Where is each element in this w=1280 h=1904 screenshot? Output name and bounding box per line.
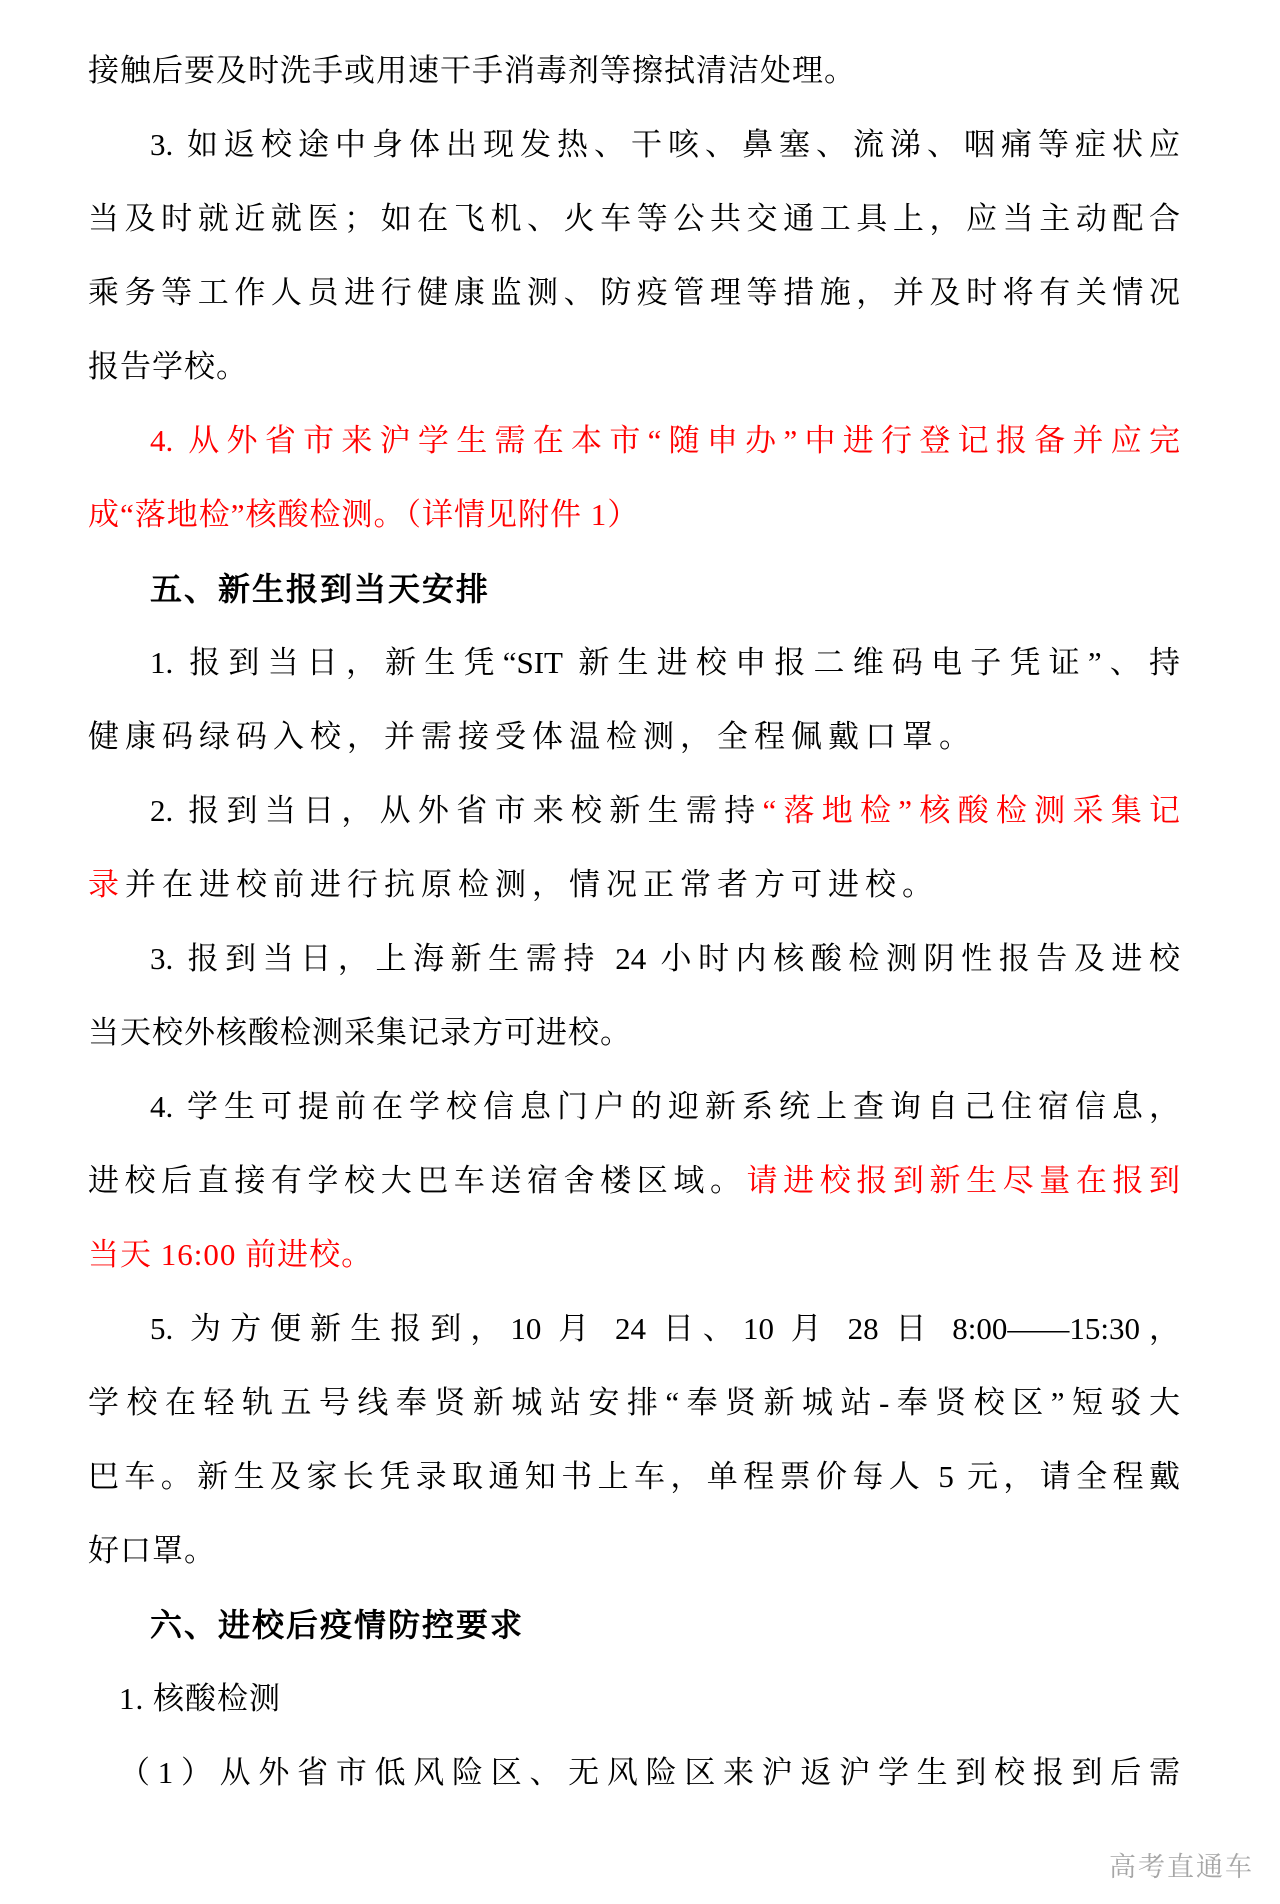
text-segment: 乘务等工作人员进行健康监测、防疫管理等措施，并及时将有关情况 <box>88 275 1180 310</box>
text-segment: 学校在轻轨五号线奉贤新城站安排“奉贤新城站-奉贤校区”短驳大 <box>88 1385 1180 1420</box>
red-text-segment: 当天 16:00 前进校。 <box>88 1237 374 1272</box>
text-segment: 巴车。新生及家长凭录取通知书上车，单程票价每人 5 元，请全程戴 <box>88 1459 1180 1494</box>
watermark-text: 高考直通车 <box>1109 1852 1254 1882</box>
text-segment: 5. 为方便新生报到，10 月 24 日、10 月 28 日 8:00——15:30， <box>150 1311 1180 1346</box>
section-heading-five <box>88 552 1180 626</box>
text-segment: 报告学校。 <box>88 349 248 384</box>
line-five-item5-cont-2 <box>88 1440 1180 1514</box>
line-six-item1-sub1 <box>88 1736 1180 1810</box>
text-segment: 1. 核酸检测 <box>119 1681 281 1716</box>
document-text-block <box>88 34 1180 1810</box>
text-segment: 并在进校前进行抗原检测，情况正常者方可进校。 <box>125 867 939 902</box>
text-segment: 好口罩。 <box>88 1533 216 1568</box>
text-segment: 1. 报到当日，新生凭“SIT 新生进校申报二维码电子凭证”、持 <box>150 645 1180 680</box>
line-five-item1-cont <box>88 700 1180 774</box>
line-five-item5 <box>88 1292 1180 1366</box>
line-six-item1-nucleic <box>88 1662 1180 1736</box>
line-five-item5-cont-3 <box>88 1514 1180 1588</box>
line-hand-cleaning <box>88 34 1180 108</box>
line-item4-register-red-cont <box>88 478 1180 552</box>
line-five-item3-cont <box>88 996 1180 1070</box>
text-segment: 接触后要及时洗手或用速干手消毒剂等擦拭清洁处理。 <box>88 53 856 88</box>
line-five-item3 <box>88 922 1180 996</box>
text-segment: 当天校外核酸检测采集记录方可进校。 <box>88 1015 632 1050</box>
line-five-item5-cont-1 <box>88 1366 1180 1440</box>
section-heading-six <box>88 1588 1180 1662</box>
text-segment: 3. 如返校途中身体出现发热、干咳、鼻塞、流涕、咽痛等症状应 <box>150 127 1180 162</box>
line-five-item4-cont <box>88 1144 1180 1218</box>
red-text-segment: 4. 从外省市来沪学生需在本市“随申办”中进行登记报备并应完 <box>150 423 1180 458</box>
text-segment: 2. 报到当日，从外省市来校新生需持 <box>150 793 763 828</box>
line-item3-cont-1 <box>88 182 1180 256</box>
text-segment: 进校后直接有学校大巴车送宿舍楼区域。 <box>88 1163 747 1198</box>
red-text-segment: 请进校报到新生尽量在报到 <box>746 1163 1181 1198</box>
text-segment: 当及时就近就医；如在飞机、火车等公共交通工具上，应当主动配合 <box>88 201 1180 236</box>
line-item4-register-red <box>88 404 1180 478</box>
line-item3-cont-2 <box>88 256 1180 330</box>
red-text-segment: 成“落地检”核酸检测。（详情见附件 1） <box>88 497 640 532</box>
line-five-item2-cont <box>88 848 1180 922</box>
text-segment: 健康码绿码入校，并需接受体温检测，全程佩戴口罩。 <box>88 719 976 754</box>
line-five-item2 <box>88 774 1180 848</box>
red-text-segment: 录 <box>88 867 125 902</box>
line-item3-cont-3 <box>88 330 1180 404</box>
text-segment: 五、新生报到当天安排 <box>150 571 491 607</box>
line-five-item4 <box>88 1070 1180 1144</box>
red-text-segment: “落地检”核酸检测采集记 <box>762 793 1180 828</box>
text-segment: 4. 学生可提前在学校信息门户的迎新系统上查询自己住宿信息， <box>150 1089 1180 1124</box>
text-segment: （1）从外省市低风险区、无风险区来沪返沪学生到校报到后需 <box>119 1755 1180 1790</box>
line-five-item1 <box>88 626 1180 700</box>
line-item3-symptoms <box>88 108 1180 182</box>
line-five-item4-deadline-red <box>88 1218 1180 1292</box>
text-segment: 六、进校后疫情防控要求 <box>150 1607 525 1643</box>
text-segment: 3. 报到当日，上海新生需持 24 小时内核酸检测阴性报告及进校 <box>150 941 1180 976</box>
